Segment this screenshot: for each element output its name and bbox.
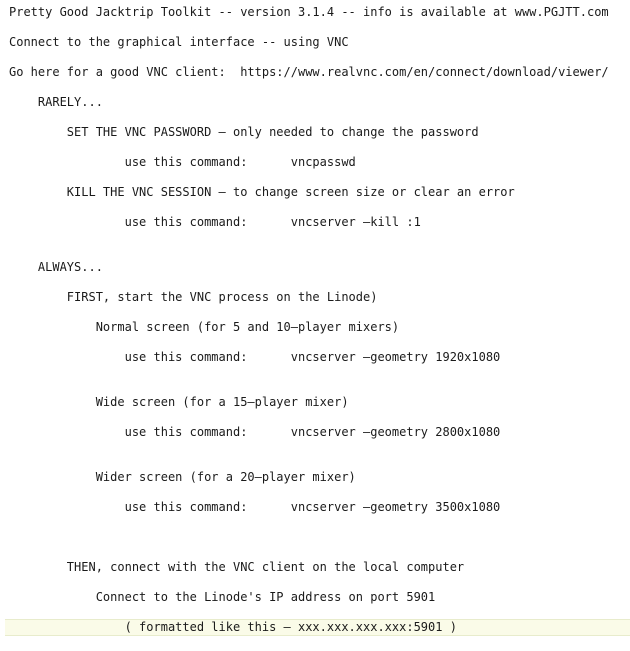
connect-vnc-line: Connect to the graphical interface -- using VNC — [9, 35, 349, 49]
format-example-line: ( formatted like this – xxx.xxx.xxx.xxx:5901 ) — [9, 620, 457, 634]
always-heading: ALWAYS... — [9, 260, 103, 274]
connect-ip-line: Connect to the Linode's IP address on port 5901 — [9, 590, 436, 604]
first-step-line: FIRST, start the VNC process on the Linode) — [9, 290, 378, 304]
normal-screen-command: use this command: vncserver –geometry 1920x1080 — [9, 350, 501, 364]
wide-screen-line: Wide screen (for a 15–player mixer) — [9, 395, 349, 409]
wide-screen-command: use this command: vncserver –geometry 2800x1080 — [9, 425, 501, 439]
wider-screen-command: use this command: vncserver –geometry 3500x1080 — [9, 500, 501, 514]
header-line: Pretty Good Jacktrip Toolkit -- version 3.1.4 -- info is available at www.PGJTT.com — [9, 5, 609, 19]
kill-session-line: KILL THE VNC SESSION – to change screen size or clear an error — [9, 185, 515, 199]
wider-screen-line: Wider screen (for a 20–player mixer) — [9, 470, 356, 484]
vncpasswd-command: use this command: vncpasswd — [9, 155, 356, 169]
normal-screen-line: Normal screen (for 5 and 10–player mixers) — [9, 320, 400, 334]
then-step-line: THEN, connect with the VNC client on the local computer — [9, 560, 465, 574]
rarely-heading: RARELY... — [9, 95, 103, 109]
vnc-client-url-line: Go here for a good VNC client: https://www.realvnc.com/en/connect/download/viewer/ — [9, 65, 609, 79]
set-password-line: SET THE VNC PASSWORD – only needed to change the password — [9, 125, 479, 139]
kill-command: use this command: vncserver –kill :1 — [9, 215, 421, 229]
